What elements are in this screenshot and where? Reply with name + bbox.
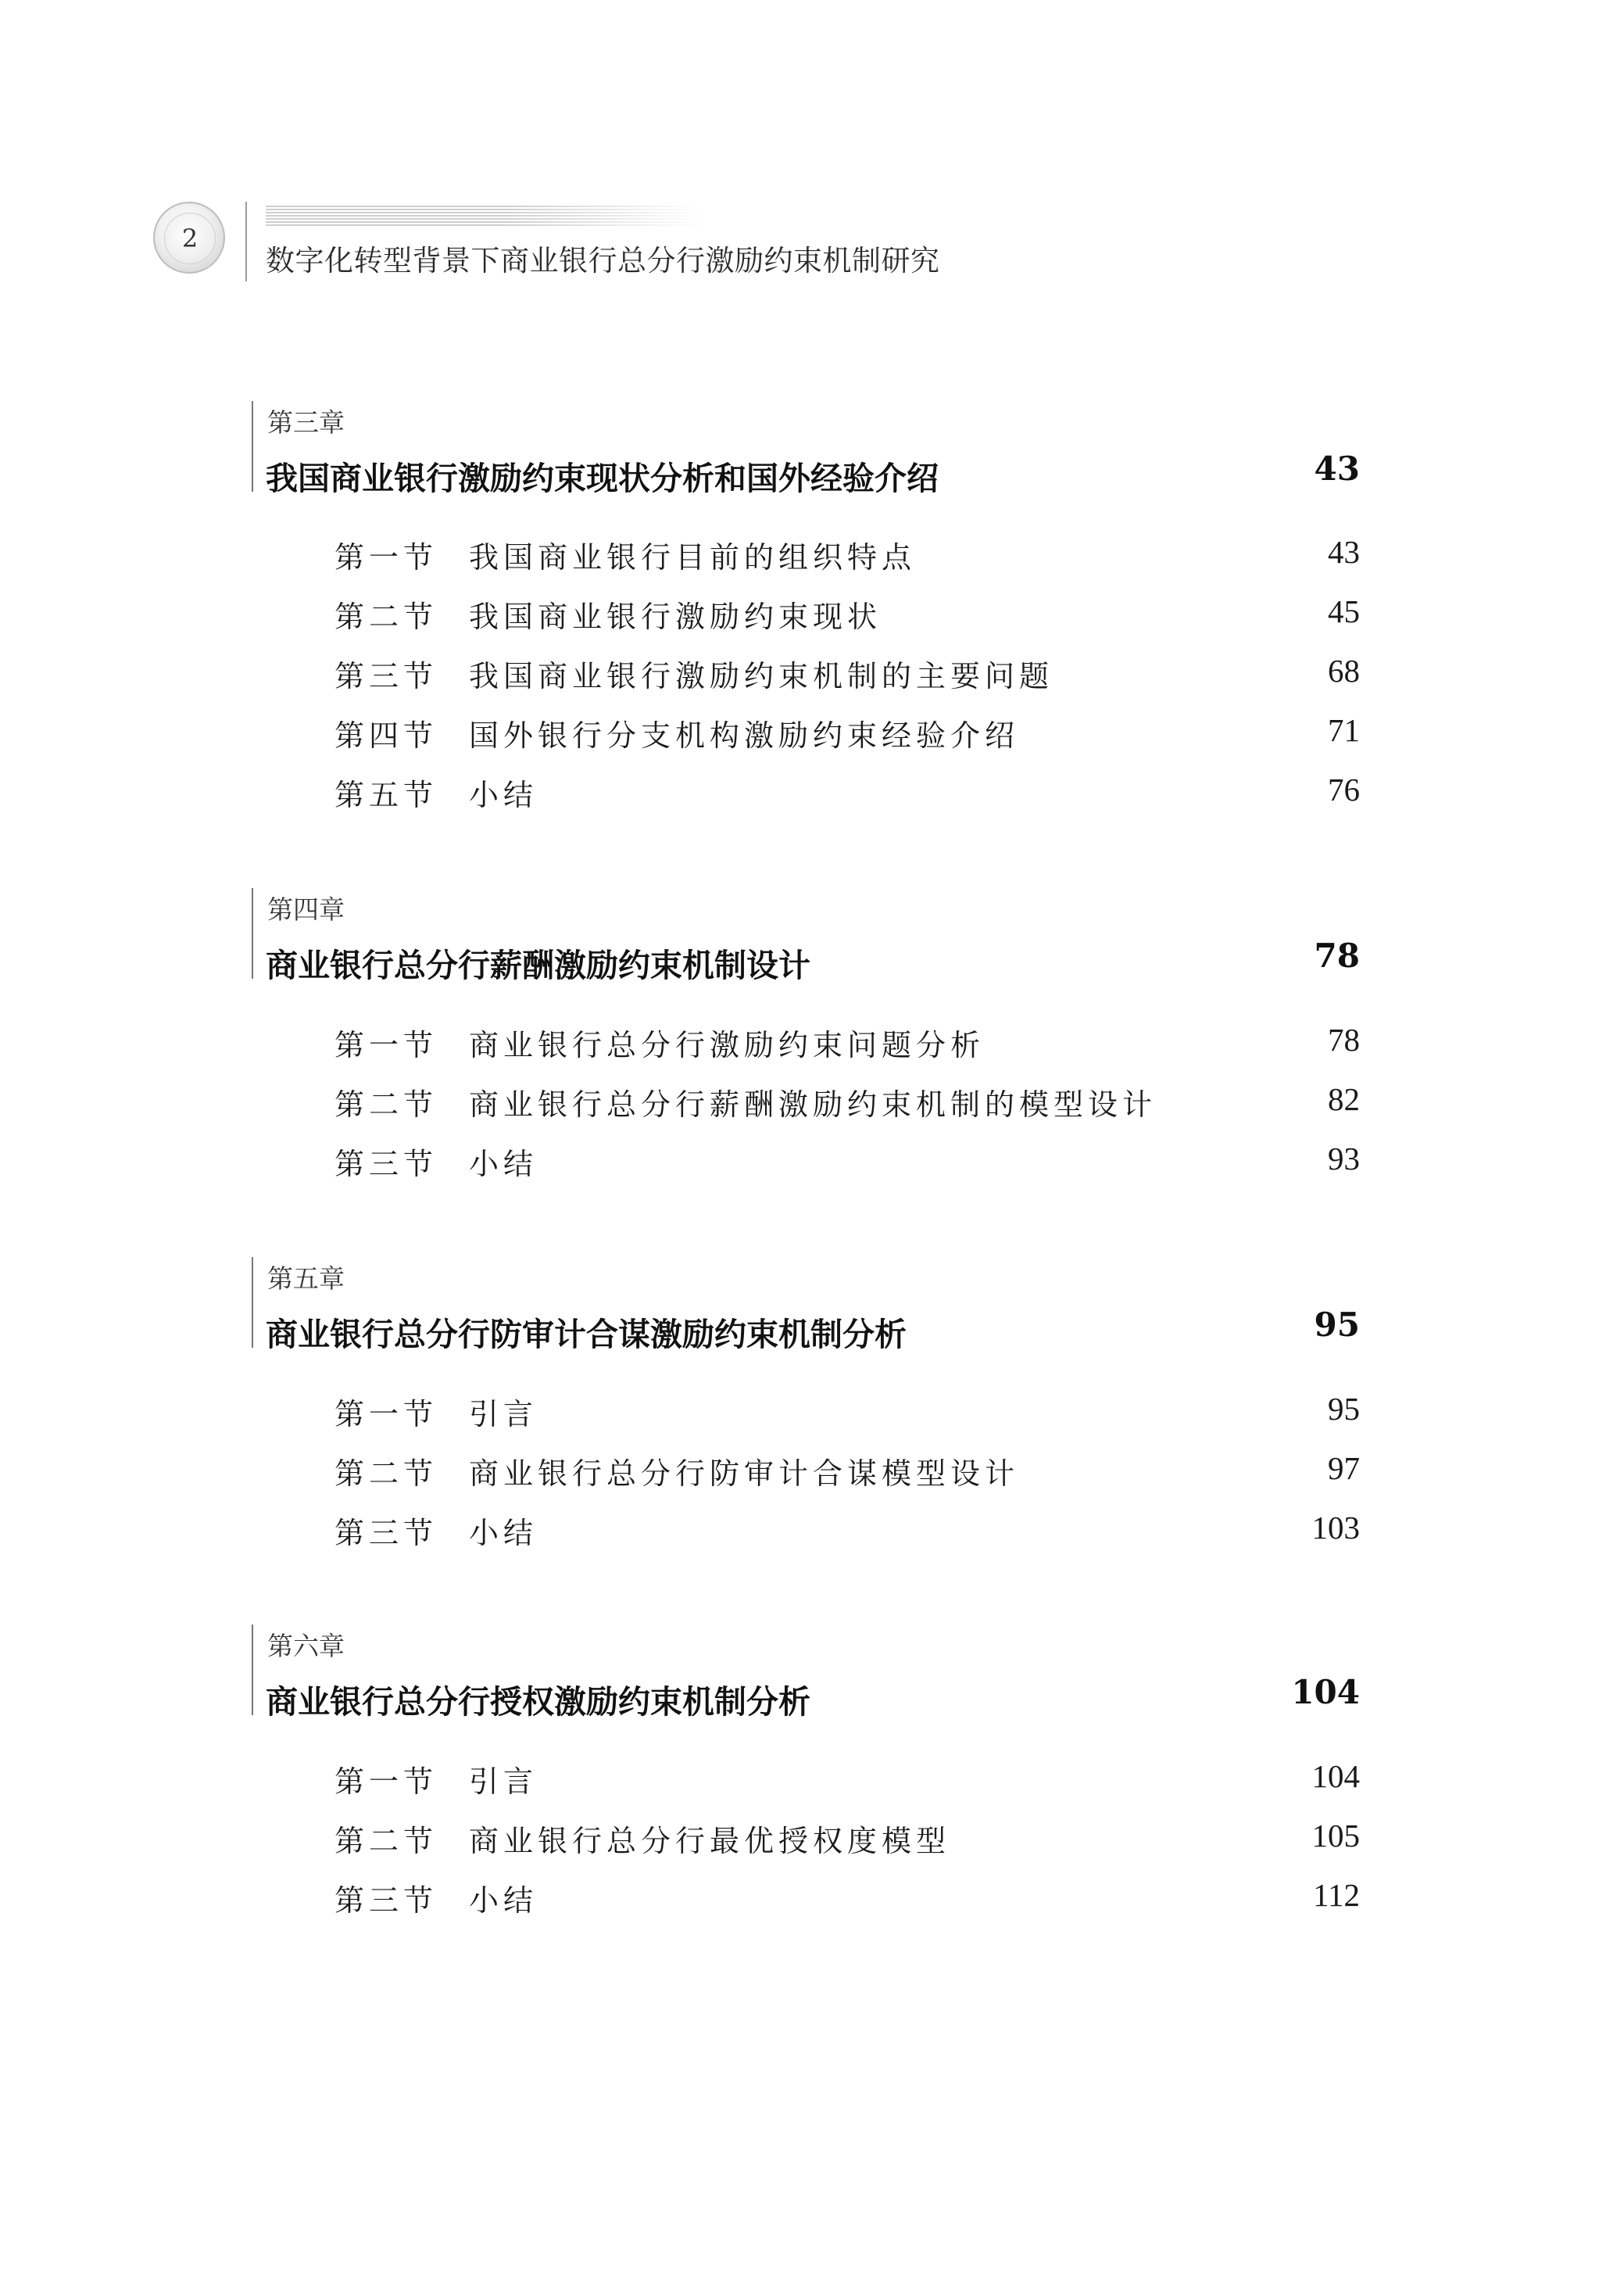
section-number: 第三节: [334, 1147, 438, 1181]
section-title: 引言: [469, 1764, 538, 1799]
section-title: 小结: [469, 1516, 538, 1550]
section-number: 第一节: [334, 1028, 438, 1062]
section-number: 第三节: [334, 1516, 438, 1550]
section-title: 商业银行总分行最优授权度模型: [469, 1824, 951, 1858]
section-page-number: 45: [1328, 593, 1360, 629]
section-page-number: 95: [1328, 1391, 1360, 1427]
toc-section: [334, 711, 1360, 758]
section-page-number: 97: [1328, 1450, 1360, 1486]
toc-section: [334, 1021, 1360, 1068]
toc-section: [334, 1757, 1360, 1804]
section-number: 第二节: [334, 1824, 438, 1858]
chapter-title: 商业银行总分行防审计合谋激励约束机制分析: [266, 1316, 907, 1353]
toc-section: [334, 771, 1360, 818]
toc-section: [334, 1876, 1360, 1923]
section-number: 第五节: [334, 778, 438, 812]
section-title: 小结: [469, 1883, 538, 1918]
chapter-page-number: 95: [1314, 1306, 1360, 1344]
chapter-marker-bar: [252, 888, 253, 979]
section-number: 第一节: [334, 1397, 438, 1431]
section-number: 第一节: [334, 540, 438, 575]
chapter-title: 商业银行总分行薪酬激励约束机制设计: [266, 947, 810, 984]
section-number: 第二节: [334, 1456, 438, 1491]
toc-section: [334, 1449, 1360, 1496]
section-page-number: 68: [1328, 653, 1360, 689]
toc-section: [334, 1140, 1360, 1187]
section-page-number: 93: [1328, 1141, 1360, 1177]
section-title: 我国商业银行目前的组织特点: [469, 540, 917, 575]
running-book-title: 数字化转型背景下商业银行总分行激励约束机制研究: [266, 244, 940, 278]
section-page-number: 104: [1311, 1758, 1360, 1794]
chapter-label: 第三章: [267, 407, 345, 438]
toc-section: [334, 652, 1360, 699]
toc-section: [334, 1080, 1360, 1127]
section-title: 商业银行总分行薪酬激励约束机制的模型设计: [469, 1087, 1157, 1122]
section-title: 引言: [469, 1397, 538, 1431]
section-number: 第三节: [334, 1883, 438, 1918]
chapter-marker-bar: [252, 1624, 253, 1715]
section-title: 国外银行分支机构激励约束经验介绍: [469, 718, 1020, 753]
chapter-page-number: 104: [1291, 1673, 1360, 1711]
section-page-number: 105: [1311, 1818, 1360, 1854]
chapter-label: 第六章: [267, 1631, 345, 1661]
chapter-marker-bar: [252, 1257, 253, 1348]
section-number: 第一节: [334, 1764, 438, 1799]
chapter-page-number: 43: [1314, 450, 1360, 488]
section-title: 小结: [469, 778, 538, 812]
toc-section: [334, 533, 1360, 580]
section-number: 第三节: [334, 659, 438, 693]
page-number: 2: [164, 213, 216, 264]
chapter-page-number: 78: [1314, 937, 1360, 975]
chapter-title: 我国商业银行激励约束现状分析和国外经验介绍: [266, 460, 939, 497]
chapter-label: 第五章: [267, 1263, 345, 1294]
section-title: 商业银行总分行激励约束问题分析: [469, 1028, 985, 1062]
section-title: 小结: [469, 1147, 538, 1181]
section-page-number: 112: [1313, 1877, 1360, 1913]
section-page-number: 103: [1311, 1510, 1360, 1546]
section-page-number: 82: [1328, 1081, 1360, 1117]
section-title: 我国商业银行激励约束机制的主要问题: [469, 659, 1054, 693]
section-title: 我国商业银行激励约束现状: [469, 600, 882, 634]
section-number: 第四节: [334, 718, 438, 753]
section-number: 第二节: [334, 1087, 438, 1122]
chapter-marker-bar: [252, 401, 253, 492]
toc-section: [334, 1509, 1360, 1556]
section-page-number: 76: [1328, 772, 1360, 808]
section-number: 第二节: [334, 600, 438, 634]
toc-section: [334, 593, 1360, 639]
chapter-title: 商业银行总分行授权激励约束机制分析: [266, 1683, 810, 1721]
chapter-label: 第四章: [267, 894, 345, 925]
section-page-number: 78: [1328, 1022, 1360, 1058]
toc-section: [334, 1390, 1360, 1437]
section-page-number: 43: [1328, 534, 1360, 570]
toc-section: [334, 1817, 1360, 1864]
section-title: 商业银行总分行防审计合谋模型设计: [469, 1456, 1020, 1491]
section-page-number: 71: [1328, 712, 1360, 748]
